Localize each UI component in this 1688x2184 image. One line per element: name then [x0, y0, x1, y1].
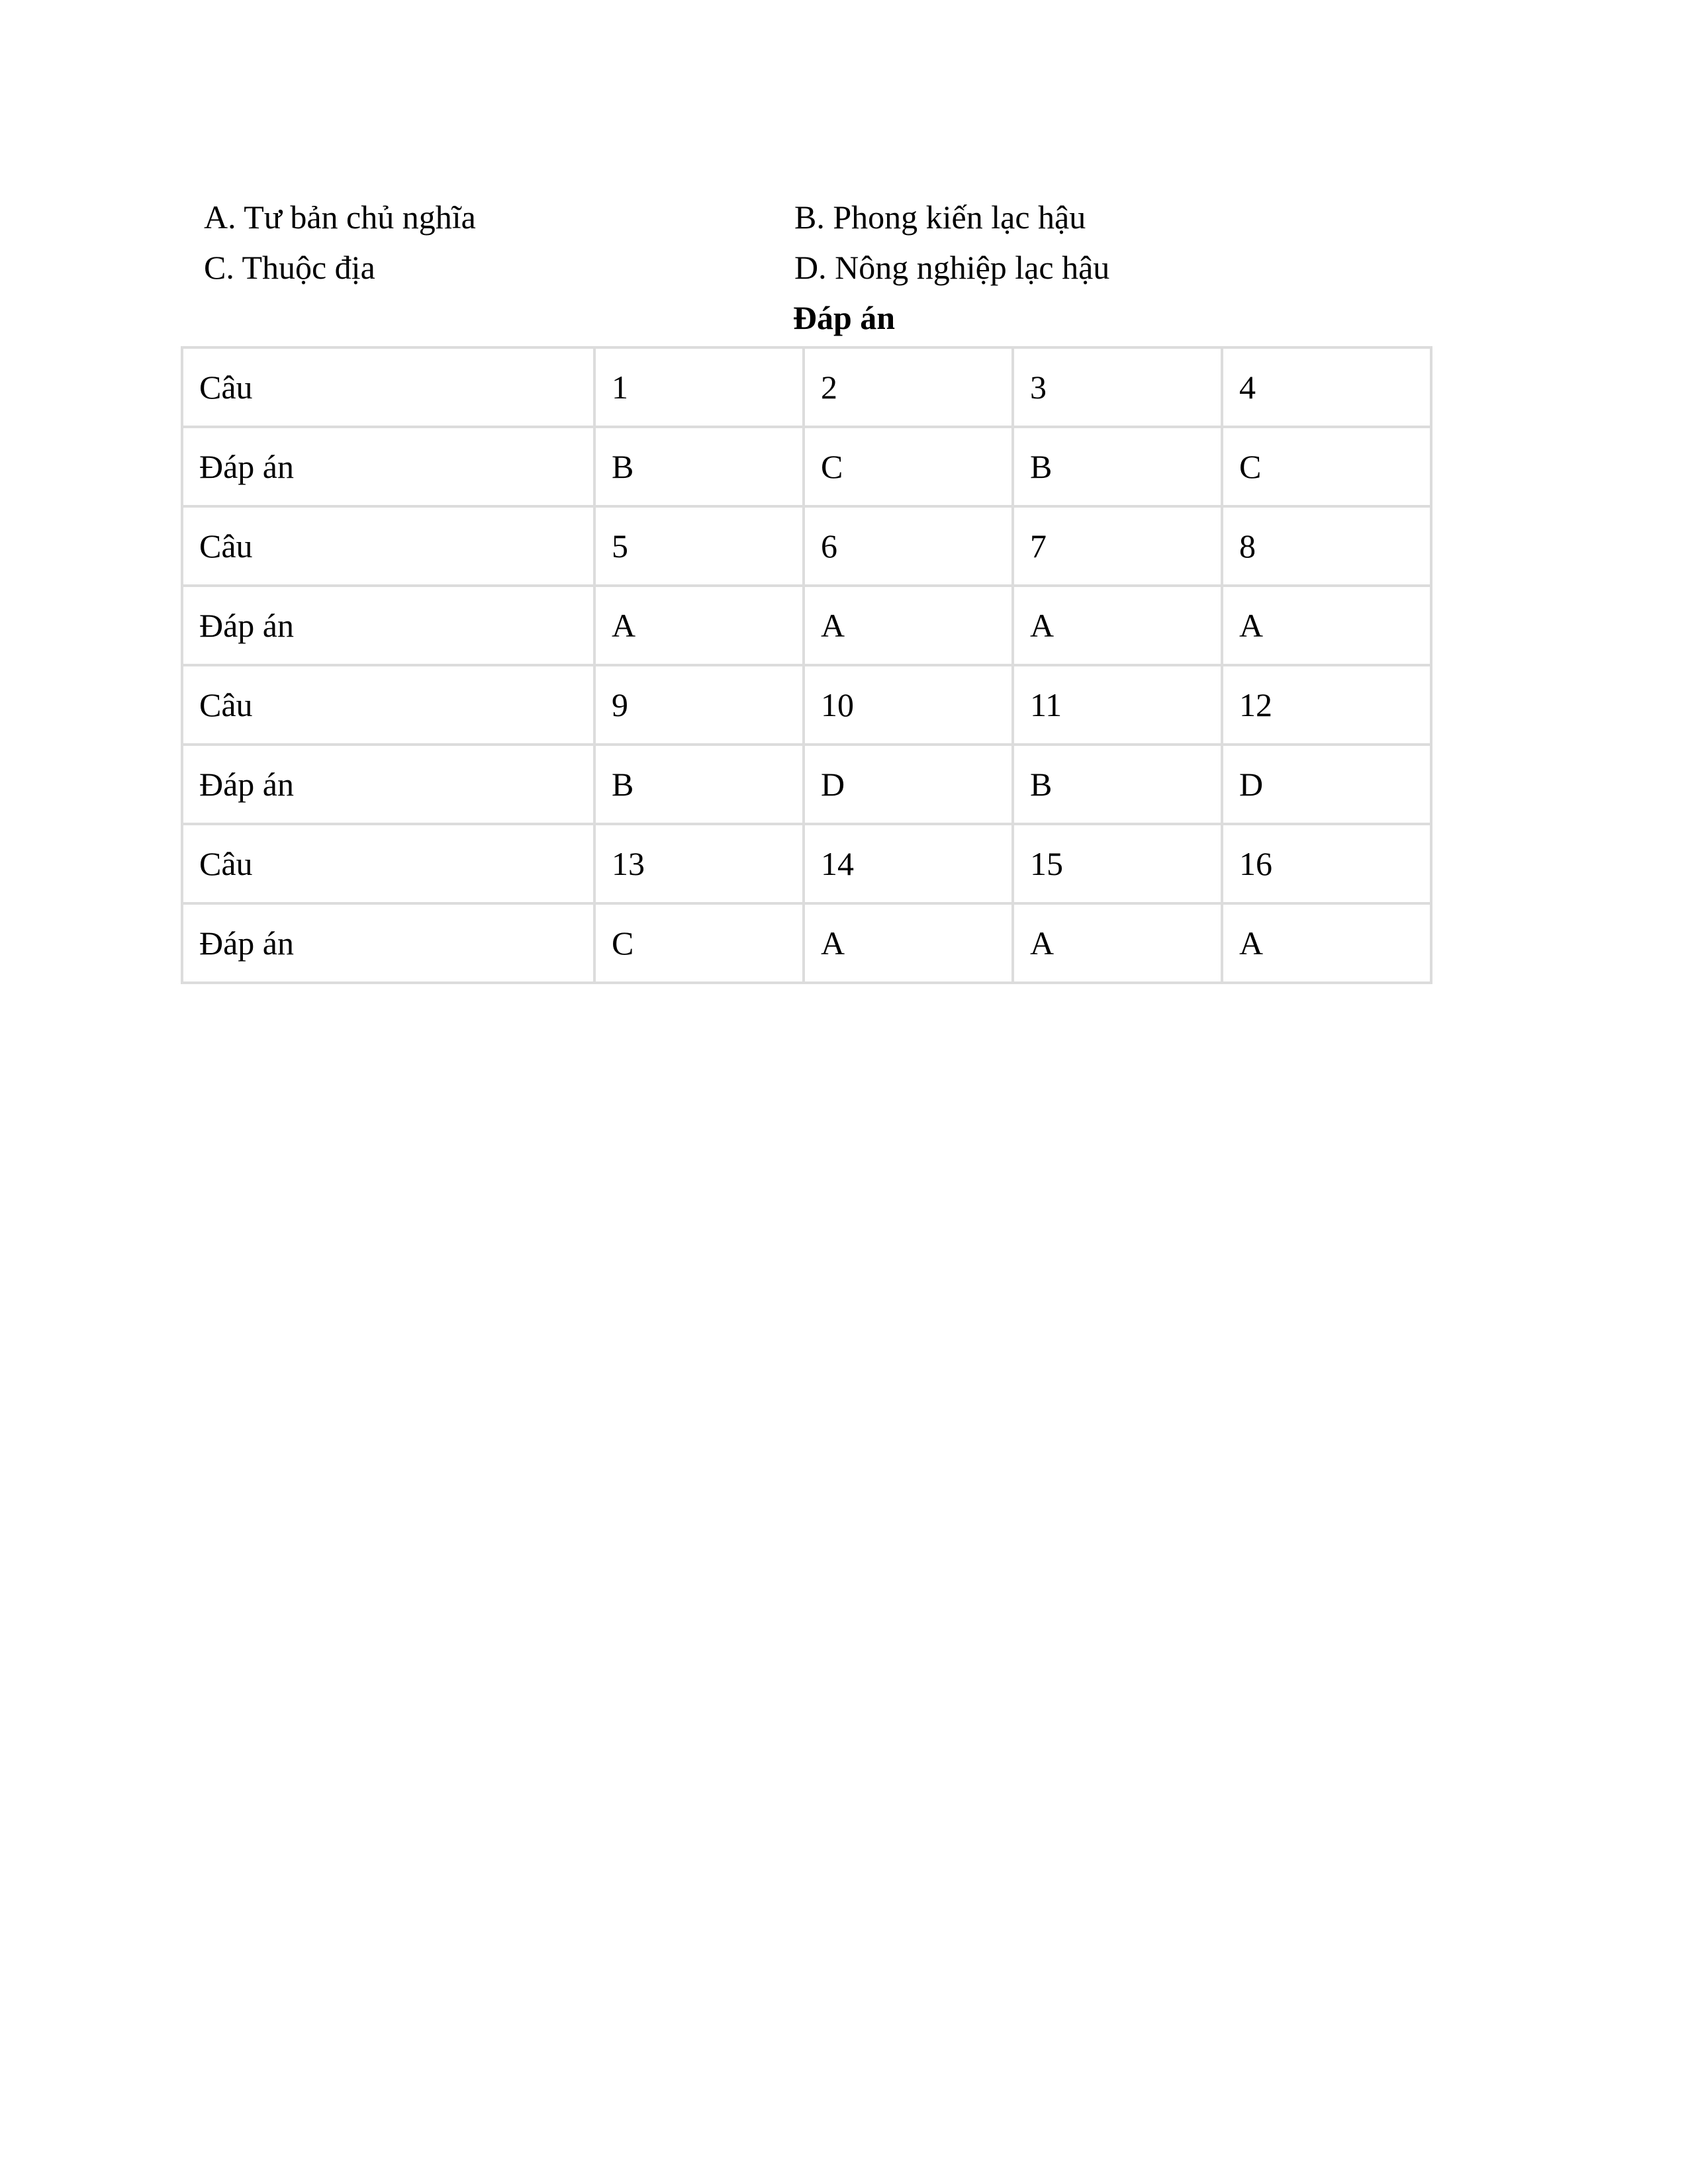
- answer-key-title: Đáp án: [792, 299, 896, 336]
- table-cell: 10: [804, 665, 1013, 745]
- table-cell: D: [804, 745, 1013, 824]
- table-row: [182, 745, 1431, 824]
- table-cell: D: [1222, 745, 1431, 824]
- table-cell: C: [1222, 427, 1431, 506]
- row-label: Đáp án: [182, 903, 594, 983]
- table-cell: A: [1222, 903, 1431, 983]
- table-cell: A: [804, 586, 1013, 665]
- option-b: B. Phong kiến lạc hậu: [794, 199, 1086, 236]
- table-cell: B: [1013, 427, 1222, 506]
- table-cell: 2: [804, 347, 1013, 427]
- table-cell: B: [1013, 745, 1222, 824]
- row-label: Câu: [182, 665, 594, 745]
- table-cell: B: [594, 427, 804, 506]
- table-row: [182, 665, 1431, 745]
- table-cell: A: [594, 586, 804, 665]
- option-c: C. Thuộc địa: [204, 249, 375, 286]
- table-cell: A: [1222, 586, 1431, 665]
- row-label: Câu: [182, 506, 594, 586]
- table-cell: 5: [594, 506, 804, 586]
- row-label: Đáp án: [182, 745, 594, 824]
- answer-key-table: [181, 346, 1432, 984]
- table-cell: 13: [594, 824, 804, 903]
- table-row: [182, 506, 1431, 586]
- table-row: [182, 903, 1431, 983]
- table-cell: 4: [1222, 347, 1431, 427]
- answer-options: [204, 192, 1462, 293]
- row-label: Câu: [182, 347, 594, 427]
- table-cell: 15: [1013, 824, 1222, 903]
- row-label: Đáp án: [182, 427, 594, 506]
- option-row: [204, 192, 1462, 242]
- table-row: [182, 347, 1431, 427]
- option-a: A. Tư bản chủ nghĩa: [204, 199, 476, 236]
- table-cell: 14: [804, 824, 1013, 903]
- option-d: D. Nông nghiệp lạc hậu: [794, 249, 1110, 286]
- table-cell: A: [1013, 903, 1222, 983]
- option-row: [204, 242, 1462, 293]
- table-cell: C: [804, 427, 1013, 506]
- row-label: Câu: [182, 824, 594, 903]
- table-cell: 8: [1222, 506, 1431, 586]
- table-cell: 11: [1013, 665, 1222, 745]
- table-cell: B: [594, 745, 804, 824]
- table-cell: C: [594, 903, 804, 983]
- table-cell: 6: [804, 506, 1013, 586]
- table-row: [182, 427, 1431, 506]
- table-cell: 1: [594, 347, 804, 427]
- table-cell: 9: [594, 665, 804, 745]
- row-label: Đáp án: [182, 586, 594, 665]
- table-cell: 3: [1013, 347, 1222, 427]
- table-cell: 7: [1013, 506, 1222, 586]
- table-row: [182, 586, 1431, 665]
- table-cell: A: [804, 903, 1013, 983]
- table-cell: A: [1013, 586, 1222, 665]
- table-cell: 16: [1222, 824, 1431, 903]
- table-cell: 12: [1222, 665, 1431, 745]
- table-row: [182, 824, 1431, 903]
